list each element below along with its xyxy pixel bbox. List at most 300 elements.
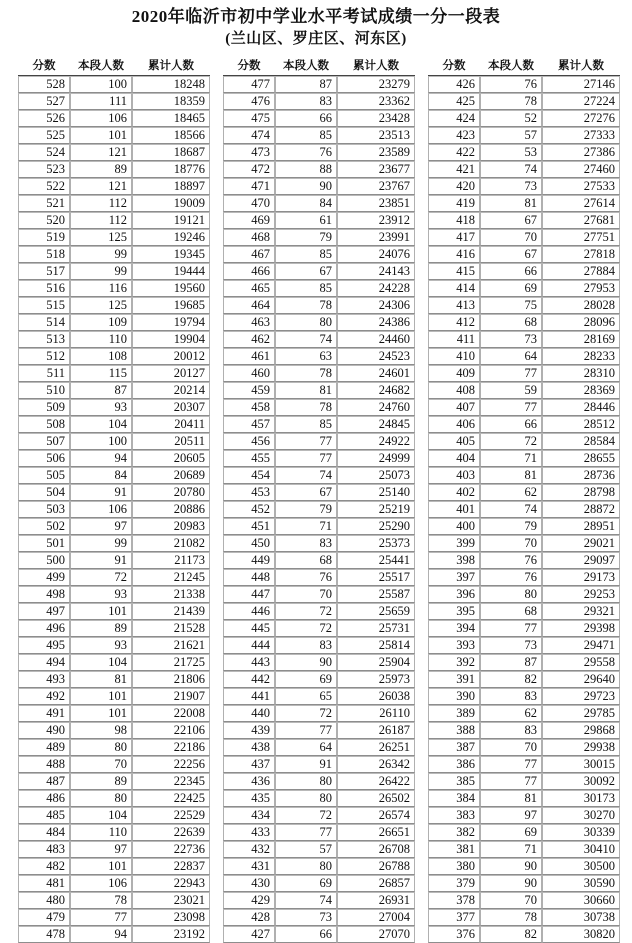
table-row bbox=[428, 314, 620, 331]
cell-cumulative-count: 28446 bbox=[542, 399, 620, 416]
cell-cumulative-count: 24601 bbox=[337, 365, 415, 382]
cell-cumulative-count: 29398 bbox=[542, 620, 620, 637]
table-row bbox=[428, 688, 620, 705]
cell-cumulative-count: 21528 bbox=[132, 620, 210, 637]
table-row bbox=[223, 348, 415, 365]
cell-cumulative-count: 22186 bbox=[132, 739, 210, 756]
table-row bbox=[223, 297, 415, 314]
table-row bbox=[223, 161, 415, 178]
table-row bbox=[18, 416, 210, 433]
cell-cumulative-count: 28233 bbox=[542, 348, 620, 365]
table-row bbox=[223, 76, 415, 93]
cell-segment-count: 79 bbox=[275, 501, 337, 518]
cell-segment-count: 100 bbox=[70, 433, 132, 450]
cell-segment-count: 90 bbox=[275, 178, 337, 195]
table-row bbox=[223, 790, 415, 807]
title-block bbox=[0, 0, 632, 49]
cell-segment-count: 73 bbox=[480, 637, 542, 654]
table-row bbox=[223, 654, 415, 671]
table-row bbox=[223, 399, 415, 416]
cell-segment-count: 70 bbox=[480, 739, 542, 756]
cell-cumulative-count: 25219 bbox=[337, 501, 415, 518]
cell-cumulative-count: 20689 bbox=[132, 467, 210, 484]
table-row bbox=[428, 416, 620, 433]
cell-cumulative-count: 18465 bbox=[132, 110, 210, 127]
cell-segment-count: 81 bbox=[275, 382, 337, 399]
cell-segment-count: 80 bbox=[480, 586, 542, 603]
cell-cumulative-count: 28951 bbox=[542, 518, 620, 535]
table-row bbox=[223, 93, 415, 110]
cell-cumulative-count: 23991 bbox=[337, 229, 415, 246]
cell-segment-count: 125 bbox=[70, 229, 132, 246]
header-cumulative-count: 累计人数 bbox=[132, 56, 210, 76]
cell-cumulative-count: 25904 bbox=[337, 654, 415, 671]
table-row bbox=[428, 484, 620, 501]
cell-cumulative-count: 19794 bbox=[132, 314, 210, 331]
table-row bbox=[18, 178, 210, 195]
cell-segment-count: 70 bbox=[480, 535, 542, 552]
cell-score: 401 bbox=[428, 501, 480, 518]
table-row bbox=[428, 790, 620, 807]
cell-segment-count: 97 bbox=[70, 841, 132, 858]
cell-score: 388 bbox=[428, 722, 480, 739]
cell-cumulative-count: 21173 bbox=[132, 552, 210, 569]
table-row bbox=[428, 501, 620, 518]
cell-cumulative-count: 23428 bbox=[337, 110, 415, 127]
cell-cumulative-count: 30500 bbox=[542, 858, 620, 875]
cell-score: 393 bbox=[428, 637, 480, 654]
cell-cumulative-count: 30270 bbox=[542, 807, 620, 824]
cell-segment-count: 72 bbox=[275, 620, 337, 637]
table-row bbox=[428, 586, 620, 603]
cell-segment-count: 71 bbox=[480, 450, 542, 467]
cell-score: 490 bbox=[18, 722, 70, 739]
cell-segment-count: 70 bbox=[275, 586, 337, 603]
table-row bbox=[428, 603, 620, 620]
cell-score: 489 bbox=[18, 739, 70, 756]
cell-cumulative-count: 27818 bbox=[542, 246, 620, 263]
cell-cumulative-count: 25073 bbox=[337, 467, 415, 484]
table-row bbox=[18, 280, 210, 297]
cell-cumulative-count: 21338 bbox=[132, 586, 210, 603]
table-body-3 bbox=[428, 76, 620, 943]
table-header-1 bbox=[18, 56, 210, 76]
header-score: 分数 bbox=[18, 56, 70, 76]
table-row bbox=[223, 331, 415, 348]
table-row bbox=[428, 841, 620, 858]
cell-score: 511 bbox=[18, 365, 70, 382]
cell-segment-count: 67 bbox=[480, 212, 542, 229]
cell-score: 412 bbox=[428, 314, 480, 331]
table-row bbox=[18, 467, 210, 484]
cell-cumulative-count: 30660 bbox=[542, 892, 620, 909]
cell-segment-count: 121 bbox=[70, 144, 132, 161]
cell-segment-count: 72 bbox=[480, 433, 542, 450]
cell-segment-count: 91 bbox=[70, 484, 132, 501]
table-row bbox=[428, 756, 620, 773]
cell-score: 495 bbox=[18, 637, 70, 654]
cell-score: 458 bbox=[223, 399, 275, 416]
table-row bbox=[18, 399, 210, 416]
cell-score: 391 bbox=[428, 671, 480, 688]
table-row bbox=[223, 926, 415, 943]
table-row bbox=[223, 637, 415, 654]
cell-score: 500 bbox=[18, 552, 70, 569]
cell-cumulative-count: 28872 bbox=[542, 501, 620, 518]
cell-score: 419 bbox=[428, 195, 480, 212]
table-row bbox=[428, 875, 620, 892]
table-row bbox=[428, 331, 620, 348]
cell-segment-count: 110 bbox=[70, 331, 132, 348]
cell-segment-count: 106 bbox=[70, 501, 132, 518]
cell-segment-count: 77 bbox=[480, 756, 542, 773]
table-row bbox=[18, 348, 210, 365]
table-row bbox=[223, 739, 415, 756]
cell-score: 384 bbox=[428, 790, 480, 807]
cell-score: 421 bbox=[428, 161, 480, 178]
cell-cumulative-count: 21621 bbox=[132, 637, 210, 654]
cell-score: 488 bbox=[18, 756, 70, 773]
table-row bbox=[223, 127, 415, 144]
cell-cumulative-count: 27953 bbox=[542, 280, 620, 297]
cell-cumulative-count: 20012 bbox=[132, 348, 210, 365]
cell-score: 422 bbox=[428, 144, 480, 161]
cell-segment-count: 74 bbox=[275, 331, 337, 348]
cell-segment-count: 100 bbox=[70, 76, 132, 93]
cell-segment-count: 104 bbox=[70, 807, 132, 824]
table-row bbox=[18, 484, 210, 501]
header-cumulative-count: 累计人数 bbox=[542, 56, 620, 76]
table-row bbox=[18, 892, 210, 909]
cell-cumulative-count: 28512 bbox=[542, 416, 620, 433]
cell-segment-count: 78 bbox=[480, 909, 542, 926]
cell-score: 505 bbox=[18, 467, 70, 484]
table-row bbox=[223, 433, 415, 450]
table-row bbox=[18, 722, 210, 739]
table-row bbox=[428, 671, 620, 688]
cell-score: 382 bbox=[428, 824, 480, 841]
cell-score: 425 bbox=[428, 93, 480, 110]
table-row bbox=[428, 229, 620, 246]
cell-segment-count: 91 bbox=[70, 552, 132, 569]
cell-segment-count: 72 bbox=[275, 807, 337, 824]
cell-score: 435 bbox=[223, 790, 275, 807]
table-row bbox=[223, 365, 415, 382]
cell-segment-count: 85 bbox=[275, 246, 337, 263]
cell-segment-count: 99 bbox=[70, 263, 132, 280]
cell-cumulative-count: 19345 bbox=[132, 246, 210, 263]
cell-segment-count: 121 bbox=[70, 178, 132, 195]
cell-score: 399 bbox=[428, 535, 480, 552]
cell-segment-count: 79 bbox=[275, 229, 337, 246]
cell-segment-count: 90 bbox=[275, 654, 337, 671]
cell-segment-count: 70 bbox=[70, 756, 132, 773]
header-segment-count: 本段人数 bbox=[70, 56, 132, 76]
table-row bbox=[223, 756, 415, 773]
cell-score: 502 bbox=[18, 518, 70, 535]
cell-score: 429 bbox=[223, 892, 275, 909]
table-row bbox=[428, 926, 620, 943]
cell-score: 457 bbox=[223, 416, 275, 433]
cell-score: 522 bbox=[18, 178, 70, 195]
cell-segment-count: 78 bbox=[480, 93, 542, 110]
cell-segment-count: 78 bbox=[275, 365, 337, 382]
cell-segment-count: 112 bbox=[70, 212, 132, 229]
cell-segment-count: 69 bbox=[275, 671, 337, 688]
header-segment-count: 本段人数 bbox=[480, 56, 542, 76]
table-row bbox=[18, 144, 210, 161]
cell-segment-count: 72 bbox=[275, 705, 337, 722]
cell-score: 398 bbox=[428, 552, 480, 569]
cell-segment-count: 67 bbox=[480, 246, 542, 263]
cell-cumulative-count: 24922 bbox=[337, 433, 415, 450]
cell-segment-count: 68 bbox=[480, 603, 542, 620]
table-row bbox=[18, 450, 210, 467]
cell-cumulative-count: 20983 bbox=[132, 518, 210, 535]
cell-cumulative-count: 27460 bbox=[542, 161, 620, 178]
cell-cumulative-count: 26110 bbox=[337, 705, 415, 722]
cell-score: 465 bbox=[223, 280, 275, 297]
cell-cumulative-count: 24460 bbox=[337, 331, 415, 348]
cell-cumulative-count: 28584 bbox=[542, 433, 620, 450]
cell-score: 441 bbox=[223, 688, 275, 705]
cell-cumulative-count: 30590 bbox=[542, 875, 620, 892]
cell-segment-count: 87 bbox=[480, 654, 542, 671]
cell-score: 394 bbox=[428, 620, 480, 637]
table-row bbox=[223, 382, 415, 399]
cell-segment-count: 83 bbox=[275, 535, 337, 552]
table-row bbox=[223, 144, 415, 161]
table-row bbox=[18, 756, 210, 773]
cell-score: 462 bbox=[223, 331, 275, 348]
cell-cumulative-count: 29173 bbox=[542, 569, 620, 586]
cell-cumulative-count: 24845 bbox=[337, 416, 415, 433]
table-row bbox=[18, 671, 210, 688]
cell-segment-count: 93 bbox=[70, 637, 132, 654]
table-row bbox=[223, 552, 415, 569]
cell-score: 468 bbox=[223, 229, 275, 246]
cell-score: 447 bbox=[223, 586, 275, 603]
table-row bbox=[18, 841, 210, 858]
table-row bbox=[18, 926, 210, 943]
cell-segment-count: 70 bbox=[480, 892, 542, 909]
cell-segment-count: 94 bbox=[70, 926, 132, 943]
table-row bbox=[18, 331, 210, 348]
cell-segment-count: 87 bbox=[70, 382, 132, 399]
cell-cumulative-count: 22736 bbox=[132, 841, 210, 858]
cell-segment-count: 77 bbox=[275, 824, 337, 841]
table-row bbox=[18, 127, 210, 144]
cell-cumulative-count: 23851 bbox=[337, 195, 415, 212]
cell-score: 390 bbox=[428, 688, 480, 705]
cell-score: 475 bbox=[223, 110, 275, 127]
cell-score: 379 bbox=[428, 875, 480, 892]
cell-cumulative-count: 18359 bbox=[132, 93, 210, 110]
cell-score: 380 bbox=[428, 858, 480, 875]
cell-score: 406 bbox=[428, 416, 480, 433]
cell-cumulative-count: 20886 bbox=[132, 501, 210, 518]
table-row bbox=[428, 620, 620, 637]
table-row bbox=[428, 892, 620, 909]
cell-cumulative-count: 19560 bbox=[132, 280, 210, 297]
table-row bbox=[223, 586, 415, 603]
cell-segment-count: 71 bbox=[480, 841, 542, 858]
table-row bbox=[18, 110, 210, 127]
cell-segment-count: 106 bbox=[70, 875, 132, 892]
cell-segment-count: 84 bbox=[275, 195, 337, 212]
cell-cumulative-count: 24076 bbox=[337, 246, 415, 263]
table-row bbox=[428, 433, 620, 450]
table-row bbox=[428, 110, 620, 127]
cell-segment-count: 67 bbox=[275, 484, 337, 501]
cell-score: 383 bbox=[428, 807, 480, 824]
cell-cumulative-count: 25659 bbox=[337, 603, 415, 620]
cell-score: 414 bbox=[428, 280, 480, 297]
table-row bbox=[223, 875, 415, 892]
cell-cumulative-count: 24760 bbox=[337, 399, 415, 416]
cell-segment-count: 78 bbox=[275, 399, 337, 416]
cell-score: 503 bbox=[18, 501, 70, 518]
table-row bbox=[223, 722, 415, 739]
table-row bbox=[18, 552, 210, 569]
cell-cumulative-count: 27276 bbox=[542, 110, 620, 127]
score-table-1 bbox=[18, 56, 210, 943]
cell-score: 418 bbox=[428, 212, 480, 229]
table-row bbox=[18, 790, 210, 807]
table-row bbox=[223, 620, 415, 637]
cell-cumulative-count: 18248 bbox=[132, 76, 210, 93]
cell-score: 497 bbox=[18, 603, 70, 620]
table-row bbox=[223, 467, 415, 484]
cell-score: 504 bbox=[18, 484, 70, 501]
cell-cumulative-count: 20605 bbox=[132, 450, 210, 467]
cell-cumulative-count: 21245 bbox=[132, 569, 210, 586]
cell-score: 469 bbox=[223, 212, 275, 229]
table-row bbox=[428, 739, 620, 756]
cell-cumulative-count: 22425 bbox=[132, 790, 210, 807]
cell-segment-count: 78 bbox=[70, 892, 132, 909]
cell-segment-count: 87 bbox=[275, 76, 337, 93]
table-row bbox=[428, 569, 620, 586]
cell-segment-count: 80 bbox=[70, 739, 132, 756]
cell-segment-count: 85 bbox=[275, 127, 337, 144]
cell-score: 416 bbox=[428, 246, 480, 263]
cell-segment-count: 99 bbox=[70, 246, 132, 263]
cell-score: 463 bbox=[223, 314, 275, 331]
cell-score: 501 bbox=[18, 535, 70, 552]
cell-cumulative-count: 25140 bbox=[337, 484, 415, 501]
cell-cumulative-count: 21725 bbox=[132, 654, 210, 671]
cell-score: 413 bbox=[428, 297, 480, 314]
table-body-1 bbox=[18, 76, 210, 943]
cell-segment-count: 77 bbox=[480, 773, 542, 790]
cell-score: 397 bbox=[428, 569, 480, 586]
cell-score: 409 bbox=[428, 365, 480, 382]
cell-cumulative-count: 24523 bbox=[337, 348, 415, 365]
cell-cumulative-count: 25441 bbox=[337, 552, 415, 569]
cell-cumulative-count: 28169 bbox=[542, 331, 620, 348]
cell-cumulative-count: 29785 bbox=[542, 705, 620, 722]
cell-segment-count: 65 bbox=[275, 688, 337, 705]
page-subtitle: (兰山区、罗庄区、河东区) bbox=[225, 30, 407, 47]
table-row bbox=[18, 858, 210, 875]
cell-score: 481 bbox=[18, 875, 70, 892]
cell-segment-count: 80 bbox=[275, 790, 337, 807]
cell-score: 525 bbox=[18, 127, 70, 144]
cell-segment-count: 90 bbox=[480, 858, 542, 875]
table-row bbox=[18, 773, 210, 790]
cell-cumulative-count: 20307 bbox=[132, 399, 210, 416]
cell-score: 459 bbox=[223, 382, 275, 399]
cell-cumulative-count: 22106 bbox=[132, 722, 210, 739]
cell-segment-count: 76 bbox=[480, 552, 542, 569]
cell-cumulative-count: 18566 bbox=[132, 127, 210, 144]
cell-cumulative-count: 21082 bbox=[132, 535, 210, 552]
table-row bbox=[18, 620, 210, 637]
cell-cumulative-count: 24682 bbox=[337, 382, 415, 399]
cell-cumulative-count: 26038 bbox=[337, 688, 415, 705]
cell-cumulative-count: 27386 bbox=[542, 144, 620, 161]
table-row bbox=[428, 399, 620, 416]
table-row bbox=[428, 263, 620, 280]
cell-score: 395 bbox=[428, 603, 480, 620]
cell-score: 455 bbox=[223, 450, 275, 467]
cell-score: 509 bbox=[18, 399, 70, 416]
cell-segment-count: 77 bbox=[480, 399, 542, 416]
cell-cumulative-count: 26574 bbox=[337, 807, 415, 824]
table-row bbox=[428, 450, 620, 467]
cell-segment-count: 93 bbox=[70, 586, 132, 603]
cell-score: 437 bbox=[223, 756, 275, 773]
cell-cumulative-count: 22837 bbox=[132, 858, 210, 875]
cell-cumulative-count: 30015 bbox=[542, 756, 620, 773]
cell-score: 440 bbox=[223, 705, 275, 722]
cell-score: 415 bbox=[428, 263, 480, 280]
cell-cumulative-count: 25290 bbox=[337, 518, 415, 535]
table-row bbox=[223, 195, 415, 212]
table-row bbox=[428, 246, 620, 263]
cell-cumulative-count: 23279 bbox=[337, 76, 415, 93]
cell-segment-count: 77 bbox=[275, 433, 337, 450]
cell-segment-count: 99 bbox=[70, 535, 132, 552]
table-row bbox=[223, 603, 415, 620]
cell-score: 461 bbox=[223, 348, 275, 365]
table-row bbox=[428, 654, 620, 671]
cell-score: 474 bbox=[223, 127, 275, 144]
cell-cumulative-count: 26502 bbox=[337, 790, 415, 807]
cell-segment-count: 67 bbox=[275, 263, 337, 280]
cell-segment-count: 53 bbox=[480, 144, 542, 161]
cell-score: 378 bbox=[428, 892, 480, 909]
cell-cumulative-count: 29097 bbox=[542, 552, 620, 569]
cell-cumulative-count: 28655 bbox=[542, 450, 620, 467]
cell-segment-count: 66 bbox=[480, 416, 542, 433]
cell-segment-count: 104 bbox=[70, 654, 132, 671]
cell-segment-count: 83 bbox=[275, 93, 337, 110]
header-row bbox=[223, 56, 415, 76]
cell-score: 403 bbox=[428, 467, 480, 484]
cell-segment-count: 77 bbox=[480, 620, 542, 637]
cell-segment-count: 64 bbox=[480, 348, 542, 365]
table-row bbox=[18, 76, 210, 93]
cell-cumulative-count: 26857 bbox=[337, 875, 415, 892]
table-row bbox=[18, 314, 210, 331]
cell-score: 453 bbox=[223, 484, 275, 501]
cell-cumulative-count: 22256 bbox=[132, 756, 210, 773]
cell-score: 427 bbox=[223, 926, 275, 943]
cell-segment-count: 88 bbox=[275, 161, 337, 178]
cell-segment-count: 81 bbox=[70, 671, 132, 688]
